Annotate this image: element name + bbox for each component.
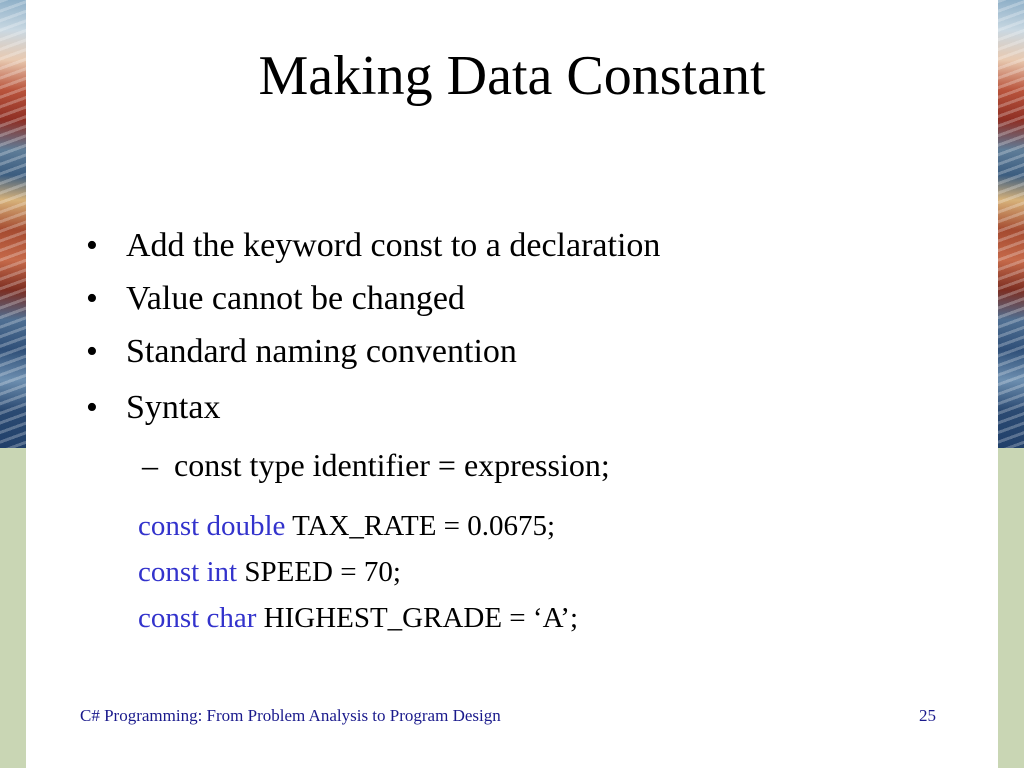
sub-bullet-item [142, 444, 610, 486]
code-line [138, 553, 401, 591]
sub-bullet-marker: – [142, 447, 158, 483]
code-keyword: const int [138, 556, 238, 588]
code-rest: HIGHEST_GRADE = ‘A’; [256, 602, 579, 634]
code-keyword: const char [138, 602, 257, 634]
bullet-text: Add the keyword const to a declaration [126, 227, 661, 264]
right-strip-pale [998, 448, 1024, 768]
code-rest: TAX_RATE = 0.0675; [285, 510, 556, 542]
code-keyword: const double [138, 510, 286, 542]
bullet-item [86, 386, 220, 430]
bullet-marker: • [86, 280, 98, 317]
right-decorative-strip [998, 0, 1024, 768]
sub-bullet-text: const type identifier = expression; [174, 447, 610, 483]
right-strip-photo [998, 0, 1024, 448]
footer-page-number: 25 [919, 706, 936, 725]
bullet-text: Value cannot be changed [126, 280, 465, 317]
left-strip-photo [0, 0, 26, 448]
bullet-marker: • [86, 227, 98, 264]
code-rest: SPEED = 70; [237, 556, 401, 588]
slide-title: Making Data Constant [258, 45, 766, 107]
bullet-item [86, 277, 465, 321]
bullet-marker: • [86, 389, 98, 426]
left-strip-pale [0, 448, 26, 768]
bullet-marker: • [86, 333, 98, 370]
footer-course-title: C# Programming: From Problem Analysis to Program Design [80, 706, 501, 725]
left-decorative-strip [0, 0, 26, 768]
bullet-text: Syntax [126, 389, 221, 426]
bullet-item [86, 330, 517, 374]
bullet-item [86, 224, 660, 268]
bullet-text: Standard naming convention [126, 333, 517, 370]
code-line [138, 507, 555, 545]
code-line [138, 599, 578, 637]
